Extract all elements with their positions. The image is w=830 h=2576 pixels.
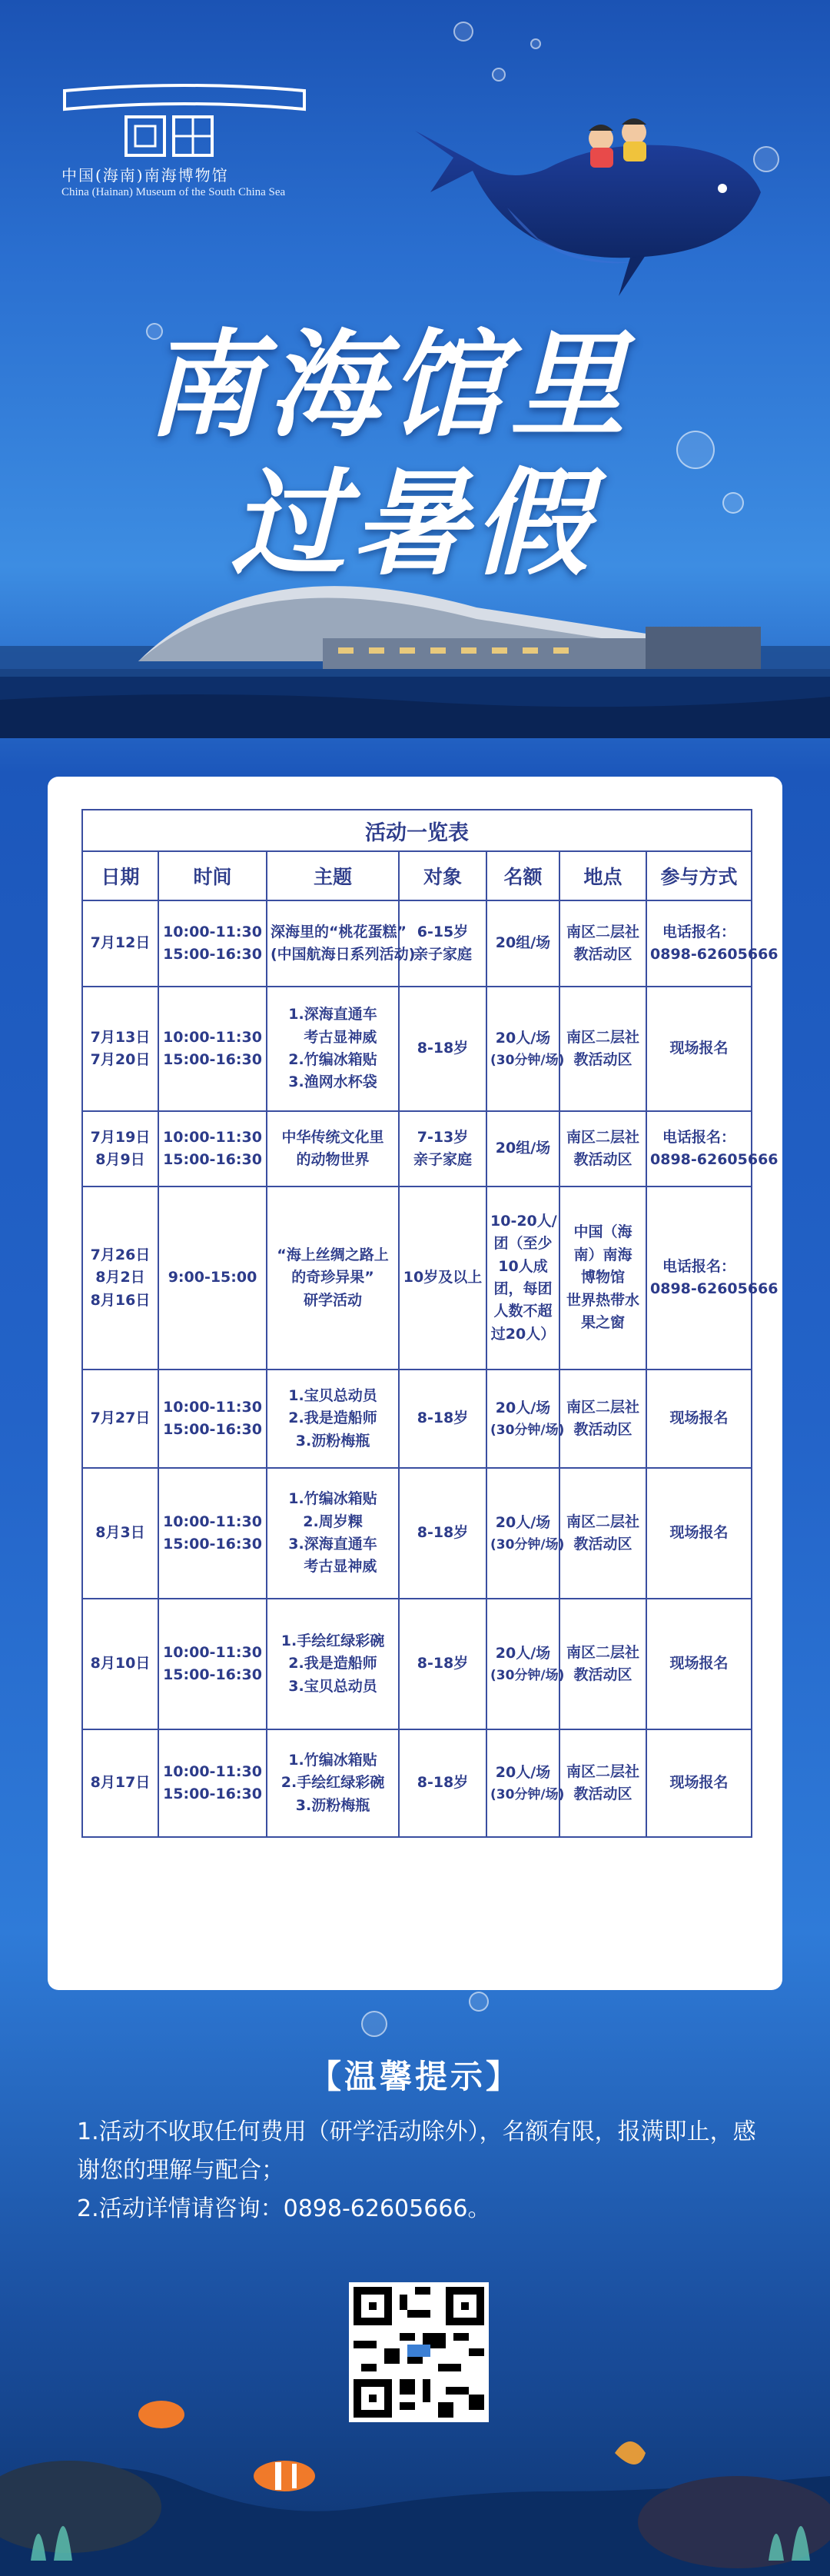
cell-date — [82, 1729, 158, 1837]
cell-place — [559, 1186, 646, 1370]
cell-date — [82, 1370, 158, 1468]
cell-place — [559, 1370, 646, 1468]
cell-date — [82, 1186, 158, 1370]
cell-topic — [267, 1599, 399, 1729]
time-line: 10:00-11:30 — [163, 1643, 262, 1661]
bubble-decoration — [453, 22, 473, 42]
quota-line: 20人/场 — [495, 1645, 551, 1662]
time-line: 15:00-16:30 — [163, 1051, 262, 1068]
table-row — [82, 900, 752, 987]
topic-line: 2.我是造船师 — [288, 1409, 377, 1427]
time-line: 10:00-11:30 — [163, 1398, 262, 1416]
qr-code — [349, 2282, 489, 2422]
topic-line: 2.我是造船师 — [288, 1655, 377, 1672]
cell-join — [646, 1729, 752, 1837]
table-row — [82, 987, 752, 1111]
tips-line-2: 2.活动详情请咨询：0898-62605666。 — [77, 2195, 491, 2222]
cell-quota — [486, 1111, 559, 1186]
place-line: 南区二层社 — [566, 1128, 639, 1146]
place-line: 南区二层社 — [566, 1643, 639, 1661]
time-line: 15:00-16:30 — [163, 1786, 262, 1802]
cell-place — [559, 1729, 646, 1837]
cell-topic — [267, 1729, 399, 1837]
topic-line: 深海里的“桃花蛋糕” — [271, 923, 407, 940]
place-line: 果之窗 — [580, 1314, 625, 1332]
topic-line: 1.竹编冰箱贴 — [288, 1751, 377, 1769]
join-line: 0898-62605666 — [650, 1280, 779, 1297]
quota-line: 过20人） — [490, 1325, 556, 1343]
quota-line: 20组/场 — [495, 934, 551, 952]
table-row — [82, 1111, 752, 1186]
audience-line: 8-18岁 — [417, 1409, 469, 1427]
topic-line: 1.竹编冰箱贴 — [288, 1490, 377, 1508]
date-line: 7月20日 — [90, 1051, 151, 1068]
topic-line: 考古显神威 — [288, 1028, 377, 1046]
date-line: 7月19日 — [90, 1128, 151, 1146]
join-line: 现场报名 — [669, 1655, 729, 1672]
cell-topic — [267, 987, 399, 1111]
date-line: 7月12日 — [90, 934, 151, 952]
join-line: 现场报名 — [669, 1040, 729, 1057]
table-row — [82, 1468, 752, 1599]
topic-line: 2.手绘红绿彩碗 — [281, 1774, 385, 1792]
schedule-card — [48, 777, 782, 1990]
place-line: 教活动区 — [573, 1421, 632, 1438]
cell-place — [559, 1599, 646, 1729]
qr-code-icon — [354, 2287, 484, 2418]
cell-topic — [267, 1111, 399, 1186]
place-line: 教活动区 — [573, 1786, 632, 1802]
time-line: 10:00-11:30 — [163, 1762, 262, 1780]
place-line: 中国（海 — [573, 1223, 632, 1241]
audience-line: 8-18岁 — [417, 1655, 469, 1672]
table-row — [82, 1370, 752, 1468]
place-line: 南区二层社 — [566, 1398, 639, 1416]
cell-quota — [486, 1599, 565, 1729]
title-line-1: 南海馆里 — [146, 318, 632, 453]
topic-line: 中华传统文化里 — [281, 1128, 384, 1146]
bubble-decoration — [492, 68, 506, 82]
time-line: 15:00-16:30 — [163, 946, 262, 963]
museum-roof-logo-icon — [61, 83, 307, 160]
cell-quota — [486, 1468, 565, 1599]
cell-time — [158, 987, 267, 1111]
place-line: 南区二层社 — [566, 1513, 639, 1530]
cell-time — [158, 1111, 267, 1186]
audience-line: 7-13岁 — [417, 1128, 469, 1146]
place-line: 教活动区 — [573, 1151, 632, 1168]
date-line: 8月10日 — [90, 1655, 151, 1672]
topic-line: 3.渔网水杯袋 — [288, 1073, 377, 1091]
time-line: 15:00-16:30 — [163, 1421, 262, 1438]
cell-place — [559, 900, 646, 987]
tips-line-1: 1.活动不收取任何费用（研学活动除外），名额有限，报满即止，感谢您的理解与配合； — [77, 2118, 756, 2184]
table-header-row — [82, 851, 752, 900]
join-line: 电话报名： — [662, 1128, 736, 1146]
quota-line: 团，每团 — [493, 1280, 553, 1297]
cell-join — [646, 1599, 752, 1729]
cell-time — [158, 1468, 267, 1599]
quota-line: 10人成 — [498, 1257, 548, 1275]
cell-quota — [486, 1729, 565, 1837]
time-line: 10:00-11:30 — [163, 1028, 262, 1046]
date-line: 7月13日 — [90, 1028, 151, 1046]
topic-line: 3.宝贝总动员 — [288, 1677, 377, 1695]
cell-quota — [486, 987, 565, 1111]
date-line: 8月3日 — [95, 1524, 145, 1542]
topic-line: 研学活动 — [303, 1291, 362, 1309]
audience-line: 8-18岁 — [417, 1040, 469, 1057]
join-line: 0898-62605666 — [650, 1151, 779, 1168]
quota-line: (30分钟/场) — [490, 1667, 565, 1683]
column-header: 日期 — [82, 851, 158, 900]
topic-line: 的奇珍异果” — [291, 1269, 374, 1286]
cell-place — [559, 987, 646, 1111]
audience-line: 亲子家庭 — [413, 1151, 472, 1168]
date-line: 8月2日 — [95, 1269, 145, 1286]
audience-line: 亲子家庭 — [413, 946, 472, 963]
bubble-decoration — [676, 431, 715, 469]
bubble-decoration — [469, 1992, 489, 2012]
cell-audience — [399, 1599, 486, 1729]
cell-topic — [267, 900, 416, 987]
tips-title: 【温馨提示】 — [308, 2058, 521, 2095]
topic-line: 2.周岁粿 — [303, 1513, 363, 1530]
cell-audience — [399, 1370, 486, 1468]
join-line: 0898-62605666 — [650, 946, 779, 963]
column-header: 主题 — [267, 851, 399, 900]
column-header: 名额 — [486, 851, 559, 900]
time-line: 10:00-11:30 — [163, 1128, 262, 1146]
whale-with-kids-icon — [400, 85, 769, 300]
join-line: 现场报名 — [669, 1524, 729, 1542]
column-header: 参与方式 — [646, 851, 752, 900]
quota-line: (30分钟/场) — [490, 1052, 565, 1068]
cell-join — [646, 1468, 752, 1599]
table-row — [82, 1186, 752, 1370]
audience-line: 6-15岁 — [417, 923, 469, 940]
quota-line: 20人/场 — [495, 1399, 551, 1417]
topic-line: 3.深海直通车 — [288, 1536, 377, 1553]
time-line: 10:00-11:30 — [163, 1513, 262, 1530]
cell-date — [82, 1111, 158, 1186]
place-line: 世界热带水 — [566, 1291, 639, 1309]
join-line: 电话报名： — [662, 1257, 736, 1275]
quota-line: 20人/场 — [495, 1514, 551, 1532]
cell-join — [646, 1370, 752, 1468]
museum-building-illustration — [0, 554, 830, 738]
audience-line: 8-18岁 — [417, 1524, 469, 1542]
logo-chinese-name: 中国(海南)南海博物馆 — [61, 166, 229, 185]
topic-line: 考古显神威 — [288, 1558, 377, 1576]
topic-line: 1.手绘红绿彩碗 — [281, 1632, 385, 1649]
cell-audience — [399, 1468, 486, 1599]
topic-line: (中国航海日系列活动) — [271, 946, 416, 963]
column-header: 地点 — [559, 851, 646, 900]
topic-line: 2.竹编冰箱贴 — [288, 1051, 377, 1068]
place-line: 教活动区 — [573, 1536, 632, 1553]
quota-line: 10-20人/ — [490, 1212, 557, 1230]
cell-join — [646, 1111, 779, 1186]
cell-audience — [399, 987, 486, 1111]
table-body — [82, 900, 779, 1837]
place-line: 教活动区 — [573, 1051, 632, 1068]
join-line: 现场报名 — [669, 1409, 729, 1427]
title-line-2: 过暑假 — [231, 456, 596, 591]
date-line: 7月27日 — [90, 1409, 151, 1427]
date-line: 8月9日 — [95, 1151, 145, 1168]
cell-join — [646, 900, 779, 987]
quota-line: 20组/场 — [495, 1140, 551, 1157]
cell-topic — [267, 1468, 399, 1599]
cell-join — [646, 1186, 779, 1370]
cell-quota — [486, 1370, 565, 1468]
quota-line: (30分钟/场) — [490, 1536, 565, 1553]
cell-time — [158, 1370, 267, 1468]
cell-join — [646, 987, 752, 1111]
column-header: 时间 — [158, 851, 267, 900]
bubble-decoration — [530, 38, 541, 49]
schedule-table — [81, 809, 779, 1838]
cell-time — [158, 900, 267, 987]
cell-time — [158, 1599, 267, 1729]
date-line: 7月26日 — [90, 1246, 151, 1263]
place-line: 南区二层社 — [566, 1762, 639, 1780]
cell-time — [158, 1729, 267, 1837]
topic-line: 的动物世界 — [296, 1151, 370, 1168]
join-line: 现场报名 — [669, 1774, 729, 1792]
place-line: 博物馆 — [580, 1269, 625, 1286]
date-line: 8月17日 — [90, 1774, 151, 1792]
topic-line: 3.沥粉梅瓶 — [295, 1796, 370, 1814]
quota-line: 团（至少 — [493, 1235, 553, 1253]
topic-line: 3.沥粉梅瓶 — [295, 1432, 370, 1449]
audience-line: 8-18岁 — [417, 1774, 469, 1792]
time-line: 15:00-16:30 — [163, 1151, 262, 1168]
cell-audience — [399, 900, 486, 987]
cell-date — [82, 1599, 158, 1729]
cell-quota — [486, 1186, 559, 1370]
quota-line: 人数不超 — [493, 1303, 553, 1320]
table-caption: 活动一览表 — [82, 810, 752, 851]
cell-audience — [399, 1729, 486, 1837]
cell-topic — [267, 1186, 399, 1370]
place-line: 南）南海 — [573, 1246, 632, 1263]
column-header: 对象 — [399, 851, 486, 900]
quota-line: (30分钟/场) — [490, 1422, 565, 1438]
cell-date — [82, 1468, 158, 1599]
quota-line: (30分钟/场) — [490, 1786, 565, 1802]
audience-line: 10岁及以上 — [403, 1269, 483, 1286]
place-line: 教活动区 — [573, 946, 632, 963]
table-row — [82, 1729, 752, 1837]
bubble-decoration — [722, 492, 744, 514]
cell-quota — [486, 900, 559, 987]
logo-english-name: China (Hainan) Museum of the South China Sea — [61, 186, 286, 198]
cell-place — [559, 1468, 646, 1599]
topic-line: “海上丝绸之路上 — [277, 1246, 389, 1263]
time-line: 9:00-15:00 — [168, 1269, 257, 1286]
cell-audience — [399, 1111, 486, 1186]
cell-time — [158, 1186, 267, 1370]
time-line: 15:00-16:30 — [163, 1536, 262, 1553]
place-line: 南区二层社 — [566, 923, 639, 940]
topic-line: 1.宝贝总动员 — [288, 1386, 377, 1404]
cell-date — [82, 987, 158, 1111]
place-line: 教活动区 — [573, 1666, 632, 1683]
place-line: 南区二层社 — [566, 1028, 639, 1046]
join-line: 电话报名： — [662, 923, 736, 940]
time-line: 15:00-16:30 — [163, 1666, 262, 1683]
cell-topic — [267, 1370, 399, 1468]
topic-line: 1.深海直通车 — [288, 1006, 377, 1023]
date-line: 8月16日 — [90, 1291, 151, 1309]
cell-place — [559, 1111, 646, 1186]
quota-line: 20人/场 — [495, 1030, 551, 1047]
cell-date — [82, 900, 158, 987]
quota-line: 20人/场 — [495, 1764, 551, 1782]
cell-audience — [399, 1186, 486, 1370]
bubble-decoration — [361, 2011, 387, 2037]
time-line: 10:00-11:30 — [163, 923, 262, 940]
table-row — [82, 1599, 752, 1729]
museum-logo — [61, 83, 323, 206]
